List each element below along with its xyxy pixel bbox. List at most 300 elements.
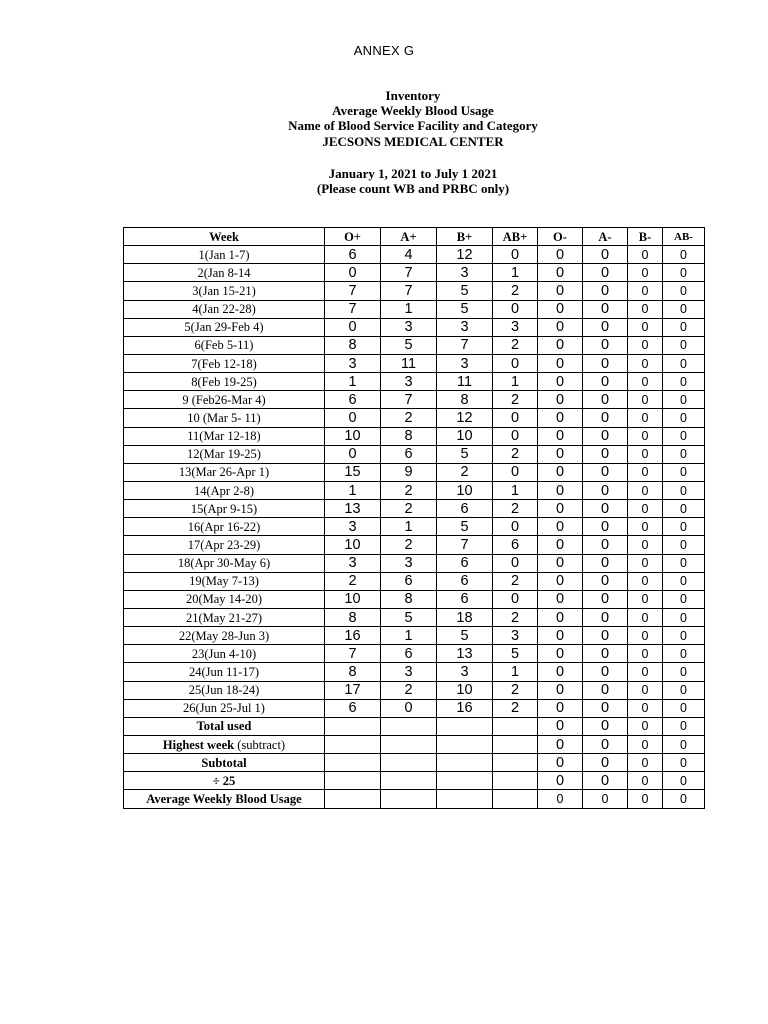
- summary-cell: 0: [538, 717, 583, 735]
- table-row: [124, 627, 705, 645]
- date-range: January 1, 2021 to July 1 2021: [328, 166, 498, 181]
- usage-cell: 3: [381, 554, 437, 572]
- table-row: [124, 318, 705, 336]
- header-ab-negpos: AB+: [493, 228, 538, 246]
- usage-cell: 0: [583, 391, 628, 409]
- summary-cell: 0: [628, 790, 663, 808]
- usage-cell: 3: [437, 318, 493, 336]
- usage-cell: 0: [583, 409, 628, 427]
- summary-cell: [325, 717, 381, 735]
- usage-cell: 0: [628, 699, 663, 717]
- summary-cell: 0: [663, 754, 705, 772]
- usage-cell: 2: [493, 282, 538, 300]
- week-label: 25(Jun 18-24): [124, 681, 325, 699]
- heading-line-2: Average Weekly Blood Usage: [332, 103, 494, 119]
- week-label: 23(Jun 4-10): [124, 645, 325, 663]
- table-row: [124, 409, 705, 427]
- summary-cell: [381, 754, 437, 772]
- summary-row: [124, 772, 705, 790]
- summary-cell: 0: [628, 754, 663, 772]
- header-o-neg: O-: [538, 228, 583, 246]
- usage-cell: 1: [381, 300, 437, 318]
- summary-cell: [325, 754, 381, 772]
- table-row: [124, 354, 705, 372]
- usage-cell: 3: [437, 264, 493, 282]
- facility-name: JECSONS MEDICAL CENTER: [322, 133, 504, 149]
- table-row: [124, 373, 705, 391]
- usage-cell: 0: [663, 264, 705, 282]
- usage-cell: 0: [538, 282, 583, 300]
- usage-cell: 0: [628, 590, 663, 608]
- usage-cell: 3: [437, 354, 493, 372]
- usage-cell: 3: [381, 373, 437, 391]
- usage-cell: 5: [493, 645, 538, 663]
- summary-cell: [325, 772, 381, 790]
- usage-cell: 6: [325, 391, 381, 409]
- usage-cell: 0: [538, 590, 583, 608]
- table-row: [124, 246, 705, 264]
- usage-cell: 5: [437, 300, 493, 318]
- usage-cell: 7: [325, 645, 381, 663]
- usage-cell: 0: [583, 463, 628, 481]
- usage-cell: 0: [628, 608, 663, 626]
- usage-cell: 6: [437, 572, 493, 590]
- usage-cell: 0: [628, 481, 663, 499]
- week-label: 7(Feb 12-18): [124, 354, 325, 372]
- usage-cell: 3: [325, 354, 381, 372]
- usage-cell: 0: [628, 645, 663, 663]
- usage-cell: 0: [663, 373, 705, 391]
- usage-cell: 7: [437, 536, 493, 554]
- week-label: 21(May 21-27): [124, 608, 325, 626]
- usage-cell: 0: [538, 663, 583, 681]
- summary-row: [124, 735, 705, 753]
- usage-cell: 0: [663, 608, 705, 626]
- usage-cell: 0: [663, 536, 705, 554]
- usage-cell: 0: [628, 572, 663, 590]
- usage-cell: 10: [325, 536, 381, 554]
- usage-cell: 0: [583, 518, 628, 536]
- usage-cell: 7: [325, 282, 381, 300]
- usage-cell: 0: [663, 463, 705, 481]
- usage-cell: 2: [493, 445, 538, 463]
- week-label: 22(May 28-Jun 3): [124, 627, 325, 645]
- usage-cell: 2: [381, 536, 437, 554]
- summary-label-text: Average Weekly Blood Usage: [146, 791, 302, 806]
- usage-cell: 5: [437, 518, 493, 536]
- usage-cell: 0: [583, 246, 628, 264]
- usage-cell: 0: [663, 427, 705, 445]
- usage-cell: 0: [538, 572, 583, 590]
- count-instruction: (Please count WB and PRBC only): [316, 181, 510, 197]
- summary-label: [124, 772, 325, 790]
- report-period: [0, 166, 768, 196]
- summary-label-text: ÷ 25: [212, 773, 236, 788]
- summary-cell: [437, 790, 493, 808]
- summary-row: [124, 790, 705, 808]
- table-row: [124, 608, 705, 626]
- usage-cell: 10: [437, 481, 493, 499]
- usage-cell: 10: [437, 427, 493, 445]
- usage-cell: 2: [437, 463, 493, 481]
- summary-cell: [381, 790, 437, 808]
- usage-cell: 0: [538, 536, 583, 554]
- usage-cell: 1: [381, 518, 437, 536]
- summary-row: [124, 754, 705, 772]
- usage-cell: 0: [583, 627, 628, 645]
- table-row: [124, 681, 705, 699]
- usage-cell: 0: [583, 427, 628, 445]
- usage-cell: 0: [628, 554, 663, 572]
- table-row: [124, 590, 705, 608]
- week-label: 14(Apr 2-8): [124, 481, 325, 499]
- usage-cell: 10: [325, 590, 381, 608]
- summary-cell: 0: [538, 790, 583, 808]
- usage-cell: 0: [538, 445, 583, 463]
- week-label: 8(Feb 19-25): [124, 373, 325, 391]
- usage-cell: 0: [663, 645, 705, 663]
- usage-cell: 0: [583, 681, 628, 699]
- header-a-negpos: A+: [381, 228, 437, 246]
- week-label: 5(Jan 29-Feb 4): [124, 318, 325, 336]
- usage-cell: 5: [437, 627, 493, 645]
- week-label: 12(Mar 19-25): [124, 445, 325, 463]
- usage-cell: 0: [628, 336, 663, 354]
- usage-cell: 0: [628, 536, 663, 554]
- usage-cell: 0: [583, 572, 628, 590]
- usage-cell: 1: [381, 627, 437, 645]
- usage-cell: 0: [325, 409, 381, 427]
- usage-cell: 1: [493, 663, 538, 681]
- usage-cell: 0: [628, 500, 663, 518]
- usage-cell: 10: [325, 427, 381, 445]
- usage-cell: 0: [628, 681, 663, 699]
- usage-cell: 7: [381, 391, 437, 409]
- usage-cell: 0: [583, 336, 628, 354]
- usage-cell: 0: [493, 463, 538, 481]
- summary-cell: [437, 772, 493, 790]
- usage-cell: 0: [583, 590, 628, 608]
- usage-cell: 0: [325, 264, 381, 282]
- usage-cell: 0: [628, 518, 663, 536]
- summary-cell: [493, 772, 538, 790]
- usage-cell: 0: [325, 445, 381, 463]
- header-b-negpos: B+: [437, 228, 493, 246]
- usage-cell: 2: [381, 409, 437, 427]
- summary-label-suffix: (subtract): [234, 737, 286, 752]
- usage-cell: 2: [381, 681, 437, 699]
- usage-cell: 0: [493, 409, 538, 427]
- usage-cell: 0: [538, 336, 583, 354]
- usage-cell: 0: [628, 663, 663, 681]
- usage-cell: 0: [583, 445, 628, 463]
- usage-cell: 2: [493, 572, 538, 590]
- header-o-negpos: O+: [325, 228, 381, 246]
- usage-cell: 13: [325, 500, 381, 518]
- summary-cell: [493, 735, 538, 753]
- summary-cell: [381, 717, 437, 735]
- usage-cell: 0: [538, 481, 583, 499]
- usage-cell: 0: [628, 373, 663, 391]
- summary-cell: [437, 717, 493, 735]
- usage-cell: 8: [325, 336, 381, 354]
- usage-cell: 16: [437, 699, 493, 717]
- usage-cell: 11: [381, 354, 437, 372]
- usage-cell: 0: [538, 246, 583, 264]
- usage-cell: 3: [437, 663, 493, 681]
- usage-cell: 5: [381, 608, 437, 626]
- summary-cell: [381, 735, 437, 753]
- table-body: [124, 246, 705, 808]
- header-a-neg: A-: [583, 228, 628, 246]
- table-row: [124, 572, 705, 590]
- document-heading: [0, 88, 768, 149]
- summary-cell: 0: [628, 717, 663, 735]
- usage-cell: 3: [325, 518, 381, 536]
- usage-cell: 0: [583, 481, 628, 499]
- usage-cell: 2: [493, 681, 538, 699]
- usage-cell: 0: [325, 318, 381, 336]
- usage-cell: 0: [663, 481, 705, 499]
- usage-cell: 0: [538, 354, 583, 372]
- usage-cell: 16: [325, 627, 381, 645]
- usage-cell: 6: [437, 554, 493, 572]
- annex-label: ANNEX G: [353, 43, 415, 58]
- usage-cell: 0: [538, 500, 583, 518]
- usage-cell: 0: [538, 391, 583, 409]
- usage-cell: 2: [493, 608, 538, 626]
- usage-cell: 2: [493, 336, 538, 354]
- usage-cell: 0: [663, 246, 705, 264]
- summary-row: [124, 717, 705, 735]
- usage-cell: 2: [325, 572, 381, 590]
- summary-cell: 0: [583, 754, 628, 772]
- summary-cell: 0: [663, 790, 705, 808]
- usage-cell: 0: [628, 264, 663, 282]
- usage-cell: 0: [663, 554, 705, 572]
- week-label: 1(Jan 1-7): [124, 246, 325, 264]
- usage-cell: 5: [437, 445, 493, 463]
- usage-cell: 0: [583, 264, 628, 282]
- usage-cell: 0: [583, 354, 628, 372]
- usage-cell: 0: [538, 427, 583, 445]
- usage-cell: 2: [493, 391, 538, 409]
- usage-cell: 0: [628, 300, 663, 318]
- summary-cell: [437, 735, 493, 753]
- summary-cell: 0: [663, 717, 705, 735]
- summary-cell: 0: [663, 735, 705, 753]
- usage-cell: 18: [437, 608, 493, 626]
- usage-cell: 0: [538, 409, 583, 427]
- usage-cell: 0: [583, 282, 628, 300]
- summary-cell: 0: [538, 735, 583, 753]
- usage-cell: 0: [628, 318, 663, 336]
- usage-cell: 0: [583, 663, 628, 681]
- usage-cell: 7: [325, 300, 381, 318]
- week-label: 4(Jan 22-28): [124, 300, 325, 318]
- usage-cell: 0: [628, 409, 663, 427]
- summary-cell: 0: [538, 772, 583, 790]
- usage-cell: 6: [325, 699, 381, 717]
- usage-cell: 3: [493, 318, 538, 336]
- usage-cell: 0: [538, 264, 583, 282]
- summary-cell: 0: [538, 754, 583, 772]
- summary-cell: 0: [583, 790, 628, 808]
- usage-cell: 0: [628, 445, 663, 463]
- header-week: Week: [124, 228, 325, 246]
- usage-cell: 11: [437, 373, 493, 391]
- week-label: 18(Apr 30-May 6): [124, 554, 325, 572]
- summary-label-text: Highest week: [162, 737, 235, 752]
- usage-cell: 17: [325, 681, 381, 699]
- usage-cell: 0: [583, 500, 628, 518]
- usage-cell: 0: [538, 645, 583, 663]
- usage-cell: 0: [663, 354, 705, 372]
- usage-cell: 0: [493, 554, 538, 572]
- summary-label: [124, 790, 325, 808]
- usage-cell: 9: [381, 463, 437, 481]
- usage-cell: 3: [381, 318, 437, 336]
- usage-cell: 8: [437, 391, 493, 409]
- usage-cell: 1: [493, 373, 538, 391]
- usage-cell: 0: [663, 445, 705, 463]
- table-row: [124, 264, 705, 282]
- usage-cell: 0: [583, 608, 628, 626]
- usage-cell: 0: [538, 627, 583, 645]
- usage-cell: 0: [663, 663, 705, 681]
- summary-cell: 0: [583, 772, 628, 790]
- usage-cell: 3: [325, 554, 381, 572]
- usage-cell: 0: [493, 518, 538, 536]
- table-row: [124, 645, 705, 663]
- summary-cell: [493, 717, 538, 735]
- usage-cell: 6: [381, 645, 437, 663]
- usage-cell: 6: [437, 500, 493, 518]
- usage-cell: 8: [325, 663, 381, 681]
- week-label: 6(Feb 5-11): [124, 336, 325, 354]
- summary-label: [124, 754, 325, 772]
- usage-cell: 0: [663, 572, 705, 590]
- summary-cell: 0: [628, 772, 663, 790]
- table-row: [124, 699, 705, 717]
- usage-cell: 0: [538, 608, 583, 626]
- usage-cell: 6: [437, 590, 493, 608]
- usage-cell: 3: [381, 663, 437, 681]
- table-row: [124, 391, 705, 409]
- summary-cell: 0: [663, 772, 705, 790]
- table-row: [124, 282, 705, 300]
- summary-cell: 0: [628, 735, 663, 753]
- summary-cell: [493, 790, 538, 808]
- header-ab-neg: AB-: [663, 228, 705, 246]
- usage-cell: 0: [493, 300, 538, 318]
- heading-line-1: Inventory: [385, 88, 441, 103]
- usage-cell: 0: [663, 409, 705, 427]
- usage-cell: 0: [628, 354, 663, 372]
- usage-cell: 0: [628, 282, 663, 300]
- usage-cell: 0: [628, 246, 663, 264]
- usage-cell: 0: [538, 318, 583, 336]
- week-label: 2(Jan 8-14: [124, 264, 325, 282]
- blood-usage-table: [123, 227, 705, 809]
- week-label: 24(Jun 11-17): [124, 663, 325, 681]
- usage-cell: 0: [538, 373, 583, 391]
- usage-cell: 7: [437, 336, 493, 354]
- usage-cell: 0: [663, 518, 705, 536]
- week-label: 16(Apr 16-22): [124, 518, 325, 536]
- usage-cell: 7: [381, 264, 437, 282]
- usage-cell: 2: [493, 699, 538, 717]
- summary-cell: [381, 772, 437, 790]
- usage-cell: 1: [493, 481, 538, 499]
- week-label: 19(May 7-13): [124, 572, 325, 590]
- table-row: [124, 500, 705, 518]
- usage-cell: 3: [493, 627, 538, 645]
- week-label: 15(Apr 9-15): [124, 500, 325, 518]
- summary-label: [124, 717, 325, 735]
- summary-cell: 0: [583, 717, 628, 735]
- summary-label-text: Total used: [196, 719, 252, 734]
- table-row: [124, 518, 705, 536]
- usage-cell: 0: [663, 500, 705, 518]
- table-header-row: [124, 228, 705, 246]
- table-row: [124, 463, 705, 481]
- week-label: 26(Jun 25-Jul 1): [124, 699, 325, 717]
- week-label: 17(Apr 23-29): [124, 536, 325, 554]
- usage-cell: 0: [493, 354, 538, 372]
- table-row: [124, 427, 705, 445]
- usage-cell: 6: [381, 572, 437, 590]
- usage-cell: 0: [583, 536, 628, 554]
- usage-cell: 0: [493, 427, 538, 445]
- usage-cell: 0: [493, 246, 538, 264]
- week-label: 20(May 14-20): [124, 590, 325, 608]
- usage-cell: 0: [628, 463, 663, 481]
- usage-cell: 0: [663, 391, 705, 409]
- usage-cell: 10: [437, 681, 493, 699]
- week-label: 11(Mar 12-18): [124, 427, 325, 445]
- usage-cell: 13: [437, 645, 493, 663]
- usage-cell: 1: [493, 264, 538, 282]
- usage-cell: 0: [663, 627, 705, 645]
- usage-cell: 1: [325, 481, 381, 499]
- usage-cell: 12: [437, 246, 493, 264]
- usage-cell: 0: [583, 699, 628, 717]
- summary-cell: [325, 790, 381, 808]
- heading-line-3: Name of Blood Service Facility and Category: [288, 118, 538, 134]
- usage-cell: 0: [663, 318, 705, 336]
- usage-cell: 0: [663, 282, 705, 300]
- header-b-neg: B-: [628, 228, 663, 246]
- usage-cell: 5: [381, 336, 437, 354]
- usage-cell: 0: [538, 518, 583, 536]
- usage-cell: 1: [325, 373, 381, 391]
- usage-cell: 0: [628, 391, 663, 409]
- usage-cell: 12: [437, 409, 493, 427]
- usage-cell: 0: [583, 318, 628, 336]
- usage-cell: 0: [663, 681, 705, 699]
- week-label: 10 (Mar 5- 11): [124, 409, 325, 427]
- usage-cell: 0: [628, 427, 663, 445]
- table-row: [124, 663, 705, 681]
- usage-cell: 0: [583, 373, 628, 391]
- table-row: [124, 554, 705, 572]
- usage-cell: 0: [628, 627, 663, 645]
- summary-cell: [325, 735, 381, 753]
- summary-label-text: Subtotal: [201, 755, 247, 770]
- table-row: [124, 536, 705, 554]
- usage-cell: 8: [381, 427, 437, 445]
